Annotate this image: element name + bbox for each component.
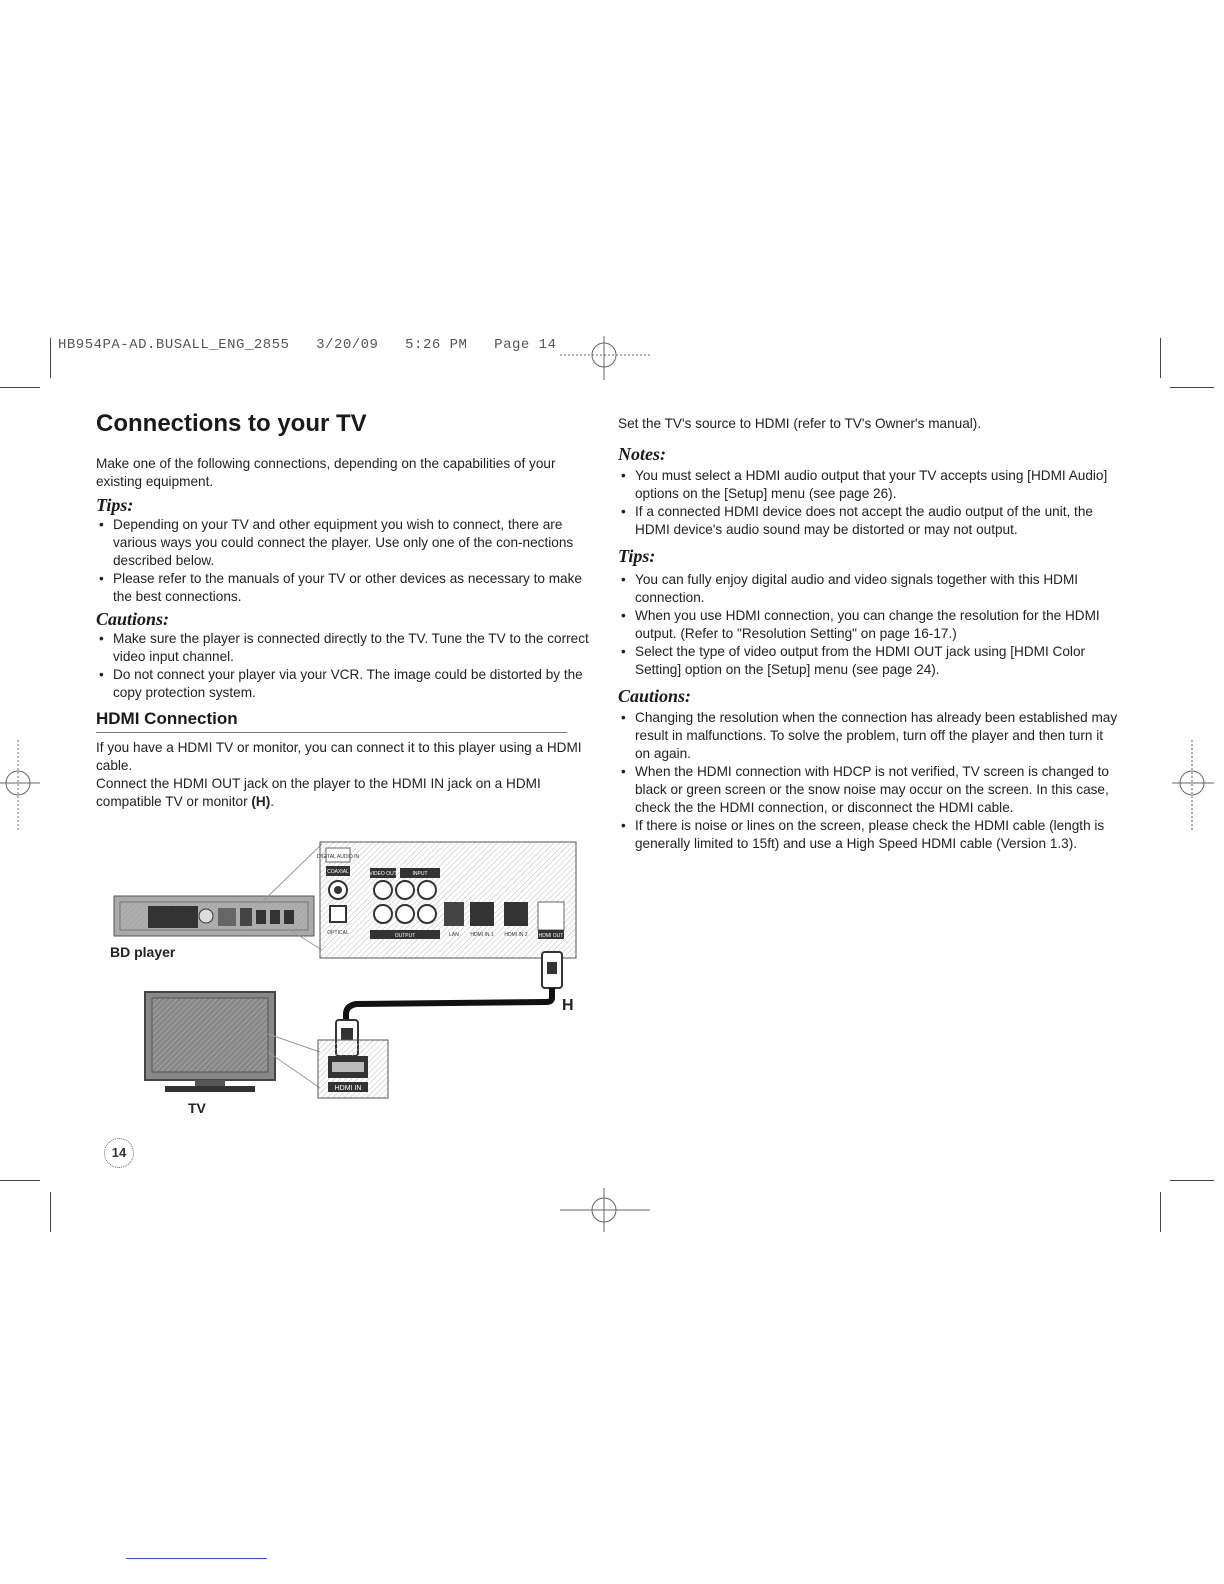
cautions-heading: Cautions: [96,609,170,629]
hdmi-paragraph-1: If you have a HDMI TV or monitor, you can connect it to this player using a HDMI cable. [96,740,582,773]
list-item: • Depending on your TV and other equipment you wish to connect, there are various ways you could connect the player. Use only one of the con-nections described below. [96,516,594,570]
cautions-list-right [618,709,1118,853]
optical-label: OPTICAL [327,930,349,936]
rear-panel-zoom [317,842,576,958]
list-item: • If a connected HDMI device does not accept the audio output of the unit, the HDMI device's audio sound may be distorted or may not output. [618,503,1118,539]
input-label: INPUT [412,871,428,877]
source-instruction: Set the TV's source to HDMI (refer to TV's Owner's manual). [618,416,982,431]
list-item: • When the HDMI connection with HDCP is not verified, TV screen is changed to black or green screen or the snow noise may occur on the screen. In this case, check the the HDMI connection, or disconnect the HDMI cable. [618,763,1118,817]
cable-label-h: H [562,997,574,1014]
tips-heading-right: Tips: [618,546,656,566]
list-item: • You must select a HDMI audio output that your TV accepts using [HDMI Audio] options on the [Setup] menu (see page 26). [618,467,1118,503]
print-slug: HB954PA-AD.BUSALL_ENG_2855 3/20/09 5:26 PM Page 14 [58,337,557,353]
section-rule [96,732,567,733]
diagram-reference: (H) [251,794,271,809]
tips-heading: Tips: [96,495,134,515]
list-item: • You can fully enjoy digital audio and video signals together with this HDMI connection. [618,571,1118,607]
right-column [618,415,1118,853]
hdmi-out-label: HDMI OUT [538,933,564,939]
tips-list-right [618,571,1118,679]
hdmi-in1-label: HDMI IN 1 [470,932,494,938]
cautions-list [96,630,594,702]
list-item: • If there is noise or lines on the screen, please check the HDMI cable (length is generally limited to 15ft) and use a High Speed HDMI cable (Version 1.3). [618,817,1118,853]
cautions-heading-right: Cautions: [618,686,692,706]
bd-player-label: BD player [110,944,176,960]
hdmi-in2-label: HDMI IN 2 [504,932,528,938]
video-out-label: VIDEO OUT [369,871,397,877]
page-title: Connections to your TV [96,410,367,437]
page-number: 14 [104,1138,134,1168]
digital-audio-in-label: DIGITAL AUDIO IN [316,854,360,860]
notes-heading: Notes: [618,444,666,464]
list-item: • Select the type of video output from the HDMI OUT jack using [HDMI Color Setting] option on the [Setup] menu (see page 24). [618,643,1118,679]
output-label: OUTPUT [394,933,416,939]
hdmi-in-label: HDMI IN [334,1085,362,1092]
bd-player-illustration [114,896,314,936]
lan-label: LAN [449,932,459,938]
coaxial-label: COAXIAL [327,869,349,875]
tv-label: TV [188,1100,206,1116]
section-heading: HDMI Connection [96,709,238,728]
list-item: • Do not connect your player via your VCR. The image could be distorted by the copy protection system. [96,666,594,702]
left-column [96,455,594,811]
list-item: • Make sure the player is connected directly to the TV. Tune the TV to the correct video input channel. [96,630,594,666]
tips-list [96,516,594,606]
intro-text: Make one of the following connections, depending on the capabilities of your existing equipment. [96,456,556,489]
paragraph-text: Connect the HDMI OUT jack on the player to the HDMI IN jack on a HDMI compatible TV or monitor [96,776,541,809]
list-item: • Please refer to the manuals of your TV or other devices as necessary to make the best connections. [96,570,594,606]
notes-list [618,467,1118,539]
hdmi-paragraph-2 [96,775,594,811]
connection-diagram [100,838,590,1123]
list-item: • When you use HDMI connection, you can change the resolution for the HDMI output. (Refer to "Resolution Setting" on page 16-17.) [618,607,1118,643]
list-item: • Changing the resolution when the connection has already been established may result in malfunctions. To solve the problem, turn off the player and then turn it on again. [618,709,1118,763]
paragraph-end: . [270,794,275,809]
bottom-rule [126,1558,267,1559]
